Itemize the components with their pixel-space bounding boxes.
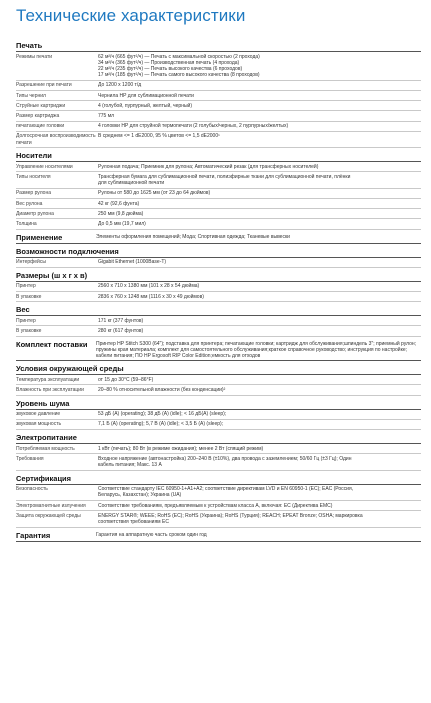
section-heading-noise: Уровень шума xyxy=(16,398,421,410)
spec-label: Толщина xyxy=(16,220,37,227)
spec-value xyxy=(96,132,421,147)
spec-value-line: 20–80 % относительной влажности (без конденсации)² xyxy=(98,386,226,393)
spec-value-line: 171 кг (377 фунтов) xyxy=(98,317,144,324)
spec-value-line: До 1200 x 1200 т/д xyxy=(98,82,142,89)
spec-row xyxy=(16,189,421,199)
spec-row xyxy=(16,172,421,188)
spec-row xyxy=(16,132,421,148)
spec-label: Требования xyxy=(16,455,44,462)
spec-value xyxy=(96,209,421,218)
spec-value-line: 280 кг (617 фунтов) xyxy=(98,327,144,334)
spec-rows xyxy=(16,316,421,336)
section-heading-warranty xyxy=(16,530,421,542)
spec-label: Типы чернил xyxy=(16,92,46,99)
spec-rows xyxy=(16,444,421,471)
spec-value-line: 34 м²/ч (365 фут²/ч) — Производственная печать (4 прохода) xyxy=(98,59,240,66)
spec-row xyxy=(16,209,421,219)
spec-rows xyxy=(16,282,421,302)
section-print xyxy=(16,40,421,148)
spec-label: звуковая мощность xyxy=(16,421,62,428)
spec-label: Долгосрочная воспроизводимость печати xyxy=(16,133,96,146)
spec-value-line: 775 мл xyxy=(98,112,115,119)
spec-value-line: В среднем <= 1 dE2000, 95 % цветов <= 1,5 dE2000¹ xyxy=(98,133,220,140)
spec-value xyxy=(96,219,421,228)
spec-row xyxy=(16,316,421,326)
spec-label: Режимы печати xyxy=(16,53,53,60)
section-power xyxy=(16,432,421,471)
section-heading-label: Комплект поставки xyxy=(16,339,88,349)
spec-value xyxy=(96,199,421,208)
spec-label: В упаковке xyxy=(16,293,42,300)
spec-value-line: Беларусь, Казахстан); Украина (UA) xyxy=(98,492,182,499)
spec-value xyxy=(96,172,421,187)
spec-value-line: До 0,5 мм (19,7 мил) xyxy=(98,220,146,227)
spec-value-line: 2560 x 710 x 1380 мм (101 x 28 x 54 дюйма) xyxy=(98,283,200,290)
spec-value xyxy=(96,122,421,131)
spec-row xyxy=(16,52,421,81)
spec-row xyxy=(16,101,421,111)
section-heading-connectivity: Возможности подключения xyxy=(16,246,421,258)
spec-label: Размер рулона xyxy=(16,190,51,197)
spec-row xyxy=(16,501,421,511)
spec-value-line: 53 дБ (А) (operating); 38 дБ (А) (idle); < 16 дБ(А) (sleep); xyxy=(98,411,227,418)
spec-label: печатающие головки xyxy=(16,123,65,130)
spec-value-line: от 15 до 30°C (59–86°F) xyxy=(98,376,154,383)
spec-row xyxy=(16,326,421,336)
section-heading-application xyxy=(16,232,421,244)
spec-value xyxy=(96,454,421,469)
spec-value-line: Соответствие требованиям, предъявляемым к устройствам класса А, включая: ЕС (Директива EMC) xyxy=(98,502,333,509)
spec-rows xyxy=(16,162,421,229)
section-heading-weight: Вес xyxy=(16,304,421,316)
spec-value-line: Рулонная подача; Приемник для рулона; Автоматический резак (для трансферных носителей) xyxy=(98,163,319,170)
spec-value xyxy=(96,501,421,510)
spec-value-line: шпиндель 3"; приемный рулон; пружины края материала; комплект для самостоятельного обслуживания; xyxy=(96,340,417,353)
section-application xyxy=(16,232,421,244)
section-weight xyxy=(16,304,421,336)
spec-row xyxy=(16,444,421,454)
spec-label: Защита окружающей среды xyxy=(16,512,81,519)
spec-rows xyxy=(16,375,421,395)
spec-label: Разрешение при печати xyxy=(16,82,72,89)
spec-value-line: 2836 x 760 x 1248 мм (1116 x 30 x 49 дюймов) xyxy=(98,293,204,300)
spec-row xyxy=(16,162,421,172)
section-connectivity xyxy=(16,246,421,268)
section-heading-media: Носители xyxy=(16,150,421,162)
spec-label: Размер картриджа xyxy=(16,112,60,119)
section-media xyxy=(16,150,421,229)
section-heading-dimensions: Размеры (ш x г x в) xyxy=(16,270,421,282)
spec-value xyxy=(96,385,421,394)
spec-value xyxy=(96,162,421,171)
spec-value xyxy=(96,101,421,110)
spec-value xyxy=(96,420,421,429)
spec-rows xyxy=(16,52,421,148)
section-certification xyxy=(16,473,421,528)
spec-label: Электромагнитные излучения xyxy=(16,502,86,509)
section-heading-value: Гарантия на аппаратную часть сроком один год xyxy=(96,531,207,538)
section-heading-value: Элементы оформления помещений; Мода; Спортивная одежда; Тканевые вывески xyxy=(96,233,290,240)
spec-value-line: 250 мм (9,8 дюйма) xyxy=(98,210,144,217)
spec-label: Управление носителями xyxy=(16,163,73,170)
spec-label: Диаметр рулона xyxy=(16,210,54,217)
spec-row xyxy=(16,122,421,132)
section-heading-environment: Условия окружающей среды xyxy=(16,363,421,375)
spec-value xyxy=(96,292,421,301)
section-heading-print: Печать xyxy=(16,40,421,52)
spec-rows xyxy=(16,410,421,430)
spec-row xyxy=(16,375,421,385)
spec-value-line: для сублимационной печати xyxy=(98,180,165,187)
spec-value xyxy=(96,410,421,419)
spec-row xyxy=(16,511,421,527)
section-heading-label: Применение xyxy=(16,232,63,242)
spec-value-line: 17 м²/ч (185 фут²/ч) — Печать самого высокого качества (8 проходов) xyxy=(98,72,260,79)
spec-value-line: Gigabit Ethernet (1000Base-T) xyxy=(98,259,167,266)
spec-label: Струйные картриджи xyxy=(16,102,66,109)
spec-label: Влажность при эксплуатации xyxy=(16,386,84,393)
spec-row xyxy=(16,292,421,302)
spec-value-line: 4 головки HP для струйной термопечати (2 голубых/черных, 2 пурпурных/желтых) xyxy=(98,123,289,130)
section-package xyxy=(16,339,421,362)
spec-rows xyxy=(16,258,421,268)
spec-value xyxy=(96,81,421,90)
spec-value-line: соответствия требованиям ЕС xyxy=(98,519,169,526)
section-heading-package xyxy=(16,339,421,362)
spec-value xyxy=(96,52,421,80)
spec-value xyxy=(96,91,421,100)
spec-value-line: 62 м²/ч (665 фут²/ч) — Печать с максимальной скоростью (2 прохода) xyxy=(98,53,260,60)
spec-label: звуковое давление xyxy=(16,411,61,418)
spec-row xyxy=(16,199,421,209)
spec-value xyxy=(96,375,421,384)
spec-value-line: емкость для отходов xyxy=(211,353,261,360)
spec-row xyxy=(16,282,421,292)
spec-value-line: Чернила HP для сублимационной печати xyxy=(98,92,194,99)
section-heading-value xyxy=(96,340,421,360)
section-noise xyxy=(16,398,421,430)
spec-label: Вес рулона xyxy=(16,200,43,207)
spec-row xyxy=(16,81,421,91)
spec-value-line: Входное напряжение (автонастройка) 200–240 В (±10%), два провода с заземлением; 50/60 Гц (±3 Гц); Один xyxy=(98,455,352,462)
spec-value-line: 4 (голубой, пурпурный, желтый, черный) xyxy=(98,102,193,109)
spec-row xyxy=(16,258,421,268)
spec-row xyxy=(16,454,421,470)
spec-label: Интерфейсы xyxy=(16,259,46,266)
spec-value-line: Соответствие стандарту IEC 60950-1+A1+A2; соответствие директивам LVD и EN 60950-1 (ЕС); ЕАС (Россия, xyxy=(98,486,354,493)
spec-row xyxy=(16,485,421,501)
spec-value-line: 42 кг (92,6 фунта) xyxy=(98,200,140,207)
section-heading-label: Гарантия xyxy=(16,530,51,540)
spec-value-line: краткое справочное руководство; инструкция по настройке; кабели питания; ПО HP Ergosoft RIP Color Edition; xyxy=(96,346,408,360)
spec-value xyxy=(96,444,421,453)
spec-row xyxy=(16,91,421,101)
spec-value-line: ENERGY STAR®; WEEE; RoHS (ЕС); RoHS (Украина); RoHS (Турция); REACH; EPEAT Bronze; OSHA; маркировка xyxy=(98,512,363,519)
spec-label: Типы носителя xyxy=(16,173,51,180)
spec-label: Принтер xyxy=(16,283,36,290)
spec-label: Принтер xyxy=(16,317,36,324)
spec-value-line: 7,1 Б (А) (operating); 5,7 В (А) (idle); < 3,5 Б (А) (sleep); xyxy=(98,421,224,428)
spec-label: В упаковке xyxy=(16,327,42,334)
section-environment xyxy=(16,363,421,395)
spec-value-line: кабель питания; Макс. 13 А xyxy=(98,462,162,468)
spec-value-line: 22 м²/ч (235 фут²/ч) — Печать высокого качества (6 проходов) xyxy=(98,65,243,72)
spec-rows xyxy=(16,485,421,528)
spec-label: Температура эксплуатации xyxy=(16,376,80,383)
spec-value xyxy=(96,258,421,267)
spec-value xyxy=(96,326,421,335)
section-heading-certification: Сертификация xyxy=(16,473,421,485)
section-heading-power: Электропитание xyxy=(16,432,421,444)
section-warranty xyxy=(16,530,421,542)
spec-value-line: Рулоны от 580 до 1625 мм (от 23 до 64 дюймов) xyxy=(98,190,211,197)
spec-row xyxy=(16,111,421,121)
spec-value xyxy=(96,189,421,198)
spec-value xyxy=(96,316,421,325)
spec-row xyxy=(16,385,421,395)
spec-value-line: Трансферная бумага для сублимационной печати, полиэфирные ткани для сублимационной печати, плёнки xyxy=(98,173,351,180)
spec-row xyxy=(16,410,421,420)
section-dimensions xyxy=(16,270,421,302)
page-title: Технические характеристики xyxy=(16,6,246,25)
spec-value-line: 1 кВт (печать); 80 Вт (в режиме ожидания); менее 2 Вт (спящий режим) xyxy=(98,445,264,452)
spec-value xyxy=(96,111,421,120)
spec-row xyxy=(16,219,421,229)
spec-label: Потребляемая мощность xyxy=(16,445,75,452)
spec-value xyxy=(96,485,421,500)
spec-value-line: Принтер HP Stitch S300 (64"); подставка для принтера; печатающие головки; картридж для обслуживания; xyxy=(96,340,344,347)
spec-value xyxy=(96,511,421,526)
spec-value xyxy=(96,282,421,291)
spec-label: Безопасность xyxy=(16,486,48,493)
spec-row xyxy=(16,420,421,430)
